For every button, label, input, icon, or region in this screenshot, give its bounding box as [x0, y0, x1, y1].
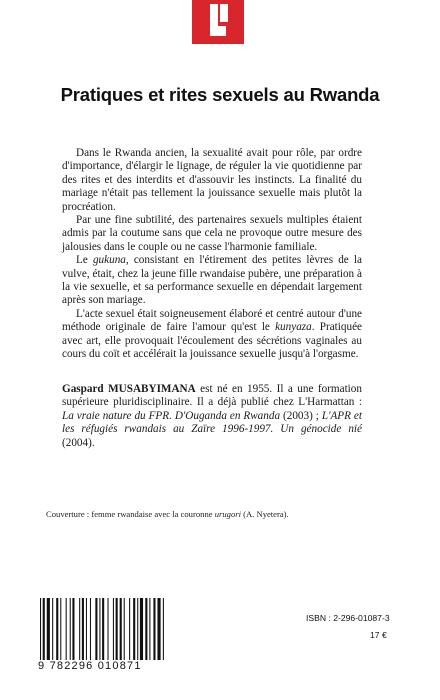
barcode-icon: [38, 598, 208, 660]
paragraph-3-pre: Le: [76, 254, 93, 267]
book-year-2: (2004).: [62, 436, 95, 449]
publisher-logo-icon: [192, 0, 244, 44]
paragraph-2: Par une fine subtilité, des partenaires sexuels multiples étaient admis par la coutume sans que cela ne provoque outre mesure des jalousies dans le couple ou ne casse l'harmonie familiale.: [62, 214, 362, 253]
barcode-digits: 9 782296 010871: [38, 660, 142, 672]
author-name: Gaspard MUSABYIMANA: [62, 383, 196, 395]
term-urugori: urugori: [214, 509, 241, 519]
term-kunyaza: kunyaza: [275, 321, 312, 334]
author-bio: [62, 383, 362, 450]
book-title-1: La vraie nature du FPR. D'Ouganda en Rwanda: [62, 409, 281, 422]
paragraph-3-post: , consistant en l'étirement des petites lèvres de la vulve, était, chez la jeune fille rwandaise pubère, une préparation à la vie sexuelle, et sa performance sexuelle en dépendait largement après son mariage.: [62, 254, 362, 307]
paragraph-4-post: . Pratiquée avec art, elle provoquait l'écoulement des sécrétions vaginales au cours du coït et accélérait la jouissance sexuelle jusqu'à l'orgasme.: [62, 321, 363, 361]
paragraph-4: [62, 308, 362, 362]
book-title-2: L'APR et les réfugiés rwandais au Zaïre 1996-1997. Un génocide nié: [62, 409, 362, 436]
publisher-logo-icon-graphic: [192, 0, 244, 44]
paragraph-1: Dans le Rwanda ancien, la sexualité avait pour rôle, par ordre d'importance, d'élargir le lignage, de réguler la vie quotidienne par des rites et des interdits et d'assouvir les instincts. La finalité du mariage n'était pas tellement la jouissance sexuelle mais plutôt la procréation.: [62, 147, 362, 213]
paragraph-3: [62, 254, 362, 308]
back-cover-blurb: [62, 147, 362, 362]
credit-pre: Couverture : femme rwandaise avec la couronne: [46, 509, 215, 519]
author-paragraph: [62, 383, 362, 450]
book-year-1: (2003) ;: [280, 409, 322, 422]
credit-post: (A. Nyetera).: [240, 509, 289, 519]
isbn-number: ISBN : 2-296-01087-3: [306, 613, 390, 623]
price: 17 €: [370, 630, 387, 640]
term-gukuna: gukuna: [92, 254, 126, 267]
author-bio-text: est né en 1955. Il a une formation supérieure pluridisciplinaire. Il a déjà publié chez L'Harmattan :: [62, 383, 362, 409]
paragraph-4-pre: L'acte sexuel était soigneusement élaboré et centré autour d'une méthode originale de faire l'amour qu'est le: [62, 307, 362, 334]
cover-credit: [46, 509, 289, 519]
book-title: Pratiques et rites sexuels au Rwanda: [60, 84, 380, 105]
